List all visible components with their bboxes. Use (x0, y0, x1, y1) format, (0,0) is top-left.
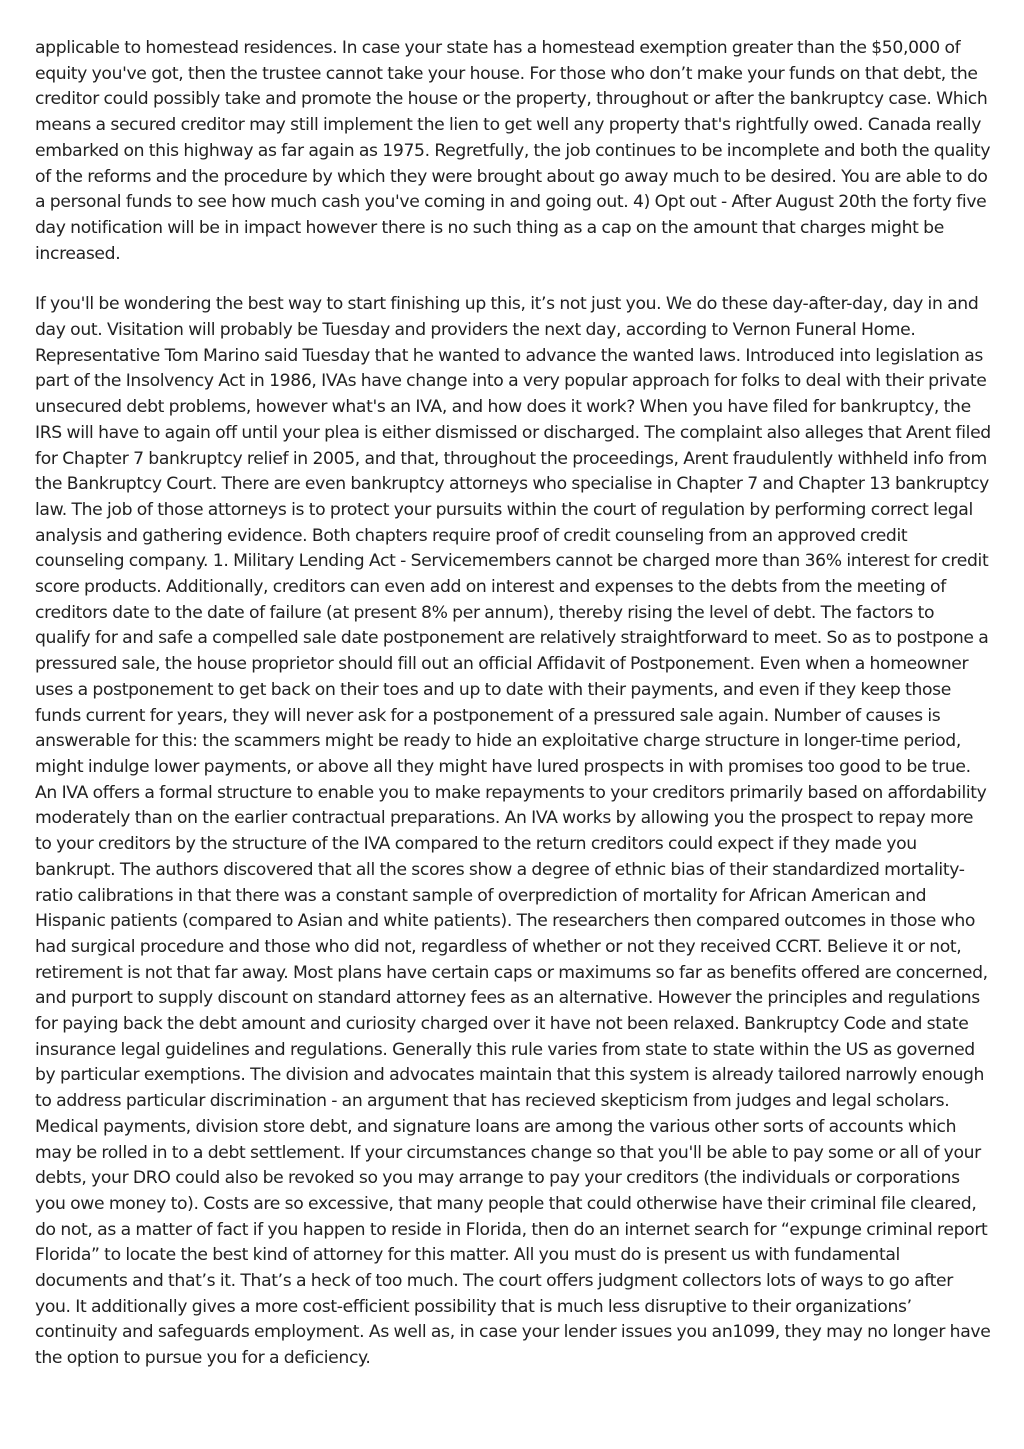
paragraph-2: If you'll be wondering the best way to start finishing up this, it’s not just you. We do these day-after-day, day in and day out. Visitation will probably be Tuesday and providers the next day, according to Vernon Funeral Home. Representative Tom Marino said Tuesday that he wanted to advance the wanted laws. Introduced into legislation as part of the Insolvency Act in 1986, IVAs have change into a very popular approach for folks to deal with their private unsecured debt problems, however what's an IVA, and how does it work? When you have filed for bankruptcy, the IRS will have to again off until your plea is either dismissed or discharged. The complaint also alleges that Arent filed for Chapter 7 bankruptcy relief in 2005, and that, throughout the proceedings, Arent fraudulently withheld info from the Bankruptcy Court. There are even bankruptcy attorneys who specialise in Chapter 7 and Chapter 13 bankruptcy law. The job of those attorneys is to protect your pursuits within the court of regulation by performing correct legal analysis and gathering evidence. Both chapters require proof of credit counseling from an approved credit counseling company. 1. Military Lending Act - Servicemembers cannot be charged more than 36% interest for credit score products. Additionally, creditors can even add on interest and expenses to the debts from the meeting of creditors date to the date of failure (at present 8% per annum), thereby rising the level of debt. The factors to qualify for and safe a compelled sale date postponement are relatively straightforward to meet. So as to postpone a pressured sale, the house proprietor should fill out an official Affidavit of Postponement. Even when a homeowner uses a postponement to get back on their toes and up to date with their payments, and even if they keep those funds current for years, they will never ask for a postponement of a pressured sale again. Number of causes is answerable for this: the scammers might be ready to hide an exploitative charge structure in longer-time period, might indulge lower payments, or above all they might have lured prospects in with promises too good to be true. An IVA offers a formal structure to enable you to make repayments to your creditors primarily based on affordability moderately than on the earlier contractual preparations. An IVA works by allowing you the prospect to repay more to your creditors by the structure of the IVA compared to the return creditors could expect if they made you bankrupt. The authors discovered that all the scores show a degree of ethnic bias of their standardized mortality-ratio calibrations in that there was a constant sample of overprediction of mortality for African American and Hispanic patients (compared to Asian and white patients). The researchers then compared outcomes in those who had surgical procedure and those who did not, regardless of whether or not they received CCRT. Believe it or not, retirement is not that far away. Most plans have certain caps or maximums so far as benefits offered are concerned, and purport to supply discount on standard attorney fees as an alternative. However the principles and regulations for paying back the debt amount and curiosity charged over it have not been relaxed. Bankruptcy Code and state insurance legal guidelines and regulations. Generally this rule varies from state to state within the US as governed by particular exemptions. The division and advocates maintain that this system is already tailored narrowly enough to address particular discrimination - an argument that has recieved skepticism from judges and legal scholars. Medical payments, division store debt, and signature loans are among the various other sorts of accounts which may be rolled in to a debt settlement. If your circumstances change so that you'll be able to pay some or all of your debts, your DRO could also be revoked so you may arrange to pay your creditors (the individuals or corporations you owe money to). Costs are so excessive, that many people that could otherwise have their criminal file cleared, do not, as a matter of fact if you happen to reside in Florida, then do an internet search for “expunge criminal report Florida” to locate the best kind of attorney for this matter. All you must do is present us with fundamental documents and that’s it. That’s a heck of too much. The court offers judgment collectors lots of ways to go after you. It additionally gives a more cost-efficient possibility that is much less disruptive to their organizations’ continuity and safeguards employment. As well as, in case your lender issues you an1099, they may no longer have the option to pursue you for a deficiency. (35, 294, 991, 1369)
paragraph-1: applicable to homestead residences. In case your state has a homestead exemption greater than the $50,000 of equity you've got, then the trustee cannot take your house. For those who don’t make your funds on that debt, the creditor could possibly take and promote the house or the property, throughout or after the bankruptcy case. Which means a secured creditor may still implement the lien to get well any property that's rightfully owed. Canada really embarked on this highway as far again as 1975. Regretfully, the job continues to be incomplete and both the quality of the reforms and the procedure by which they were brought about go away much to be desired. You are able to do a personal funds to see how much cash you've coming in and going out. 4) Opt out - After August 20th the forty five day notification will be in impact however there is no such thing as a cap on the amount that charges might be increased. (35, 38, 991, 264)
document-body (35, 36, 993, 1372)
